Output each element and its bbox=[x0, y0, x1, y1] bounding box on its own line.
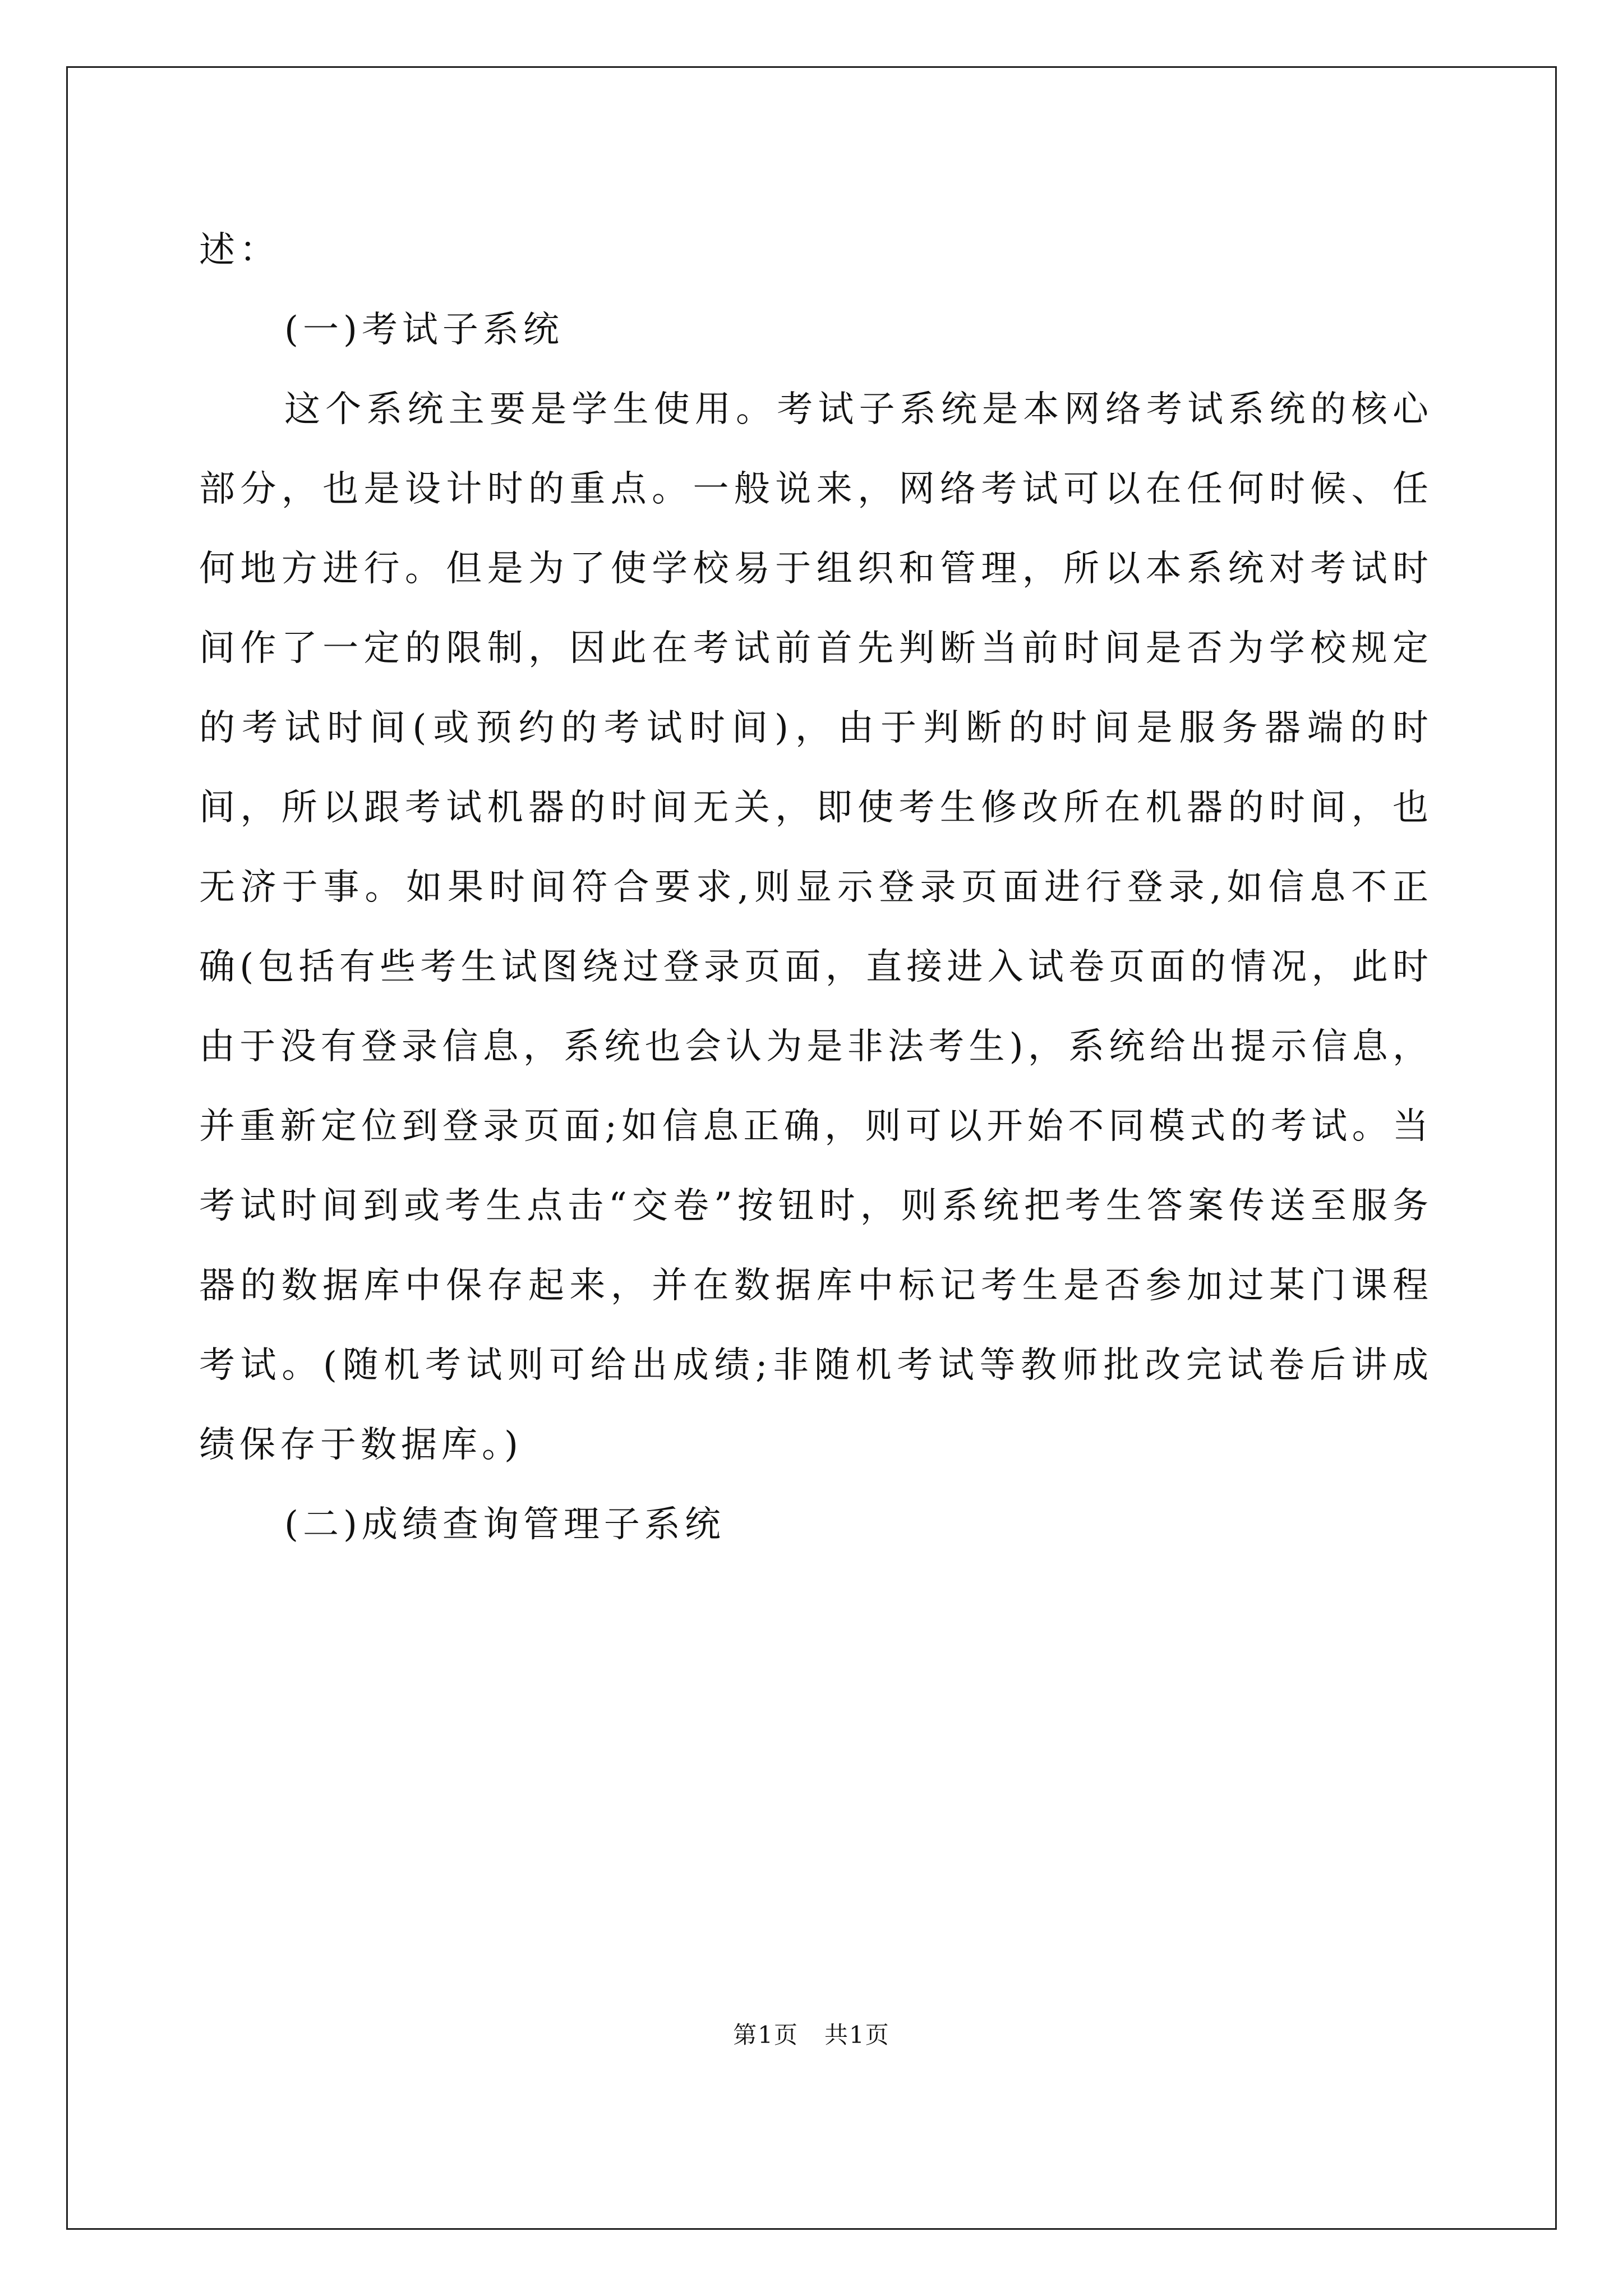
paragraph-exam-subsystem-description: 这个系统主要是学生使用。考试子系统是本网络考试系统的核心部分，也是设计时的重点。一般说来，网络考试可以在任何时候、任何地方进行。但是为了使学校易于组织和管理，所以本系统对考试时间作了一定的限制，因此在考试前首先判断当前时间是否为学校规定的考试时间(或预约的考试时间)，由于判断的时间是服务器端的时间，所以跟考试机器的时间无关，即使考生修改所在机器的时间，也无济于事。如果时间符合要求,则显示登录页面进行登录,如信息不正确(包括有些考生试图绕过登录页面，直接进入试卷页面的情况，此时由于没有登录信息，系统也会认为是非法考生)，系统给出提示信息，并重新定位到登录页面;如信息正确，则可以开始不同模式的考试。当考试时间到或考生点击“交卷”按钮时，则系统把考生答案传送至服务器的数据库中保存起来，并在数据库中标记考生是否参加过某门课程考试。(随机考试则可给出成绩;非随机考试等教师批改完试卷后讲成绩保存于数据库。) bbox=[199, 389, 1433, 1466]
section-heading-score-query-subsystem: (二)成绩查询管理子系统 bbox=[284, 1504, 725, 1545]
section-heading-exam-subsystem: (一)考试子系统 bbox=[284, 309, 564, 351]
document-body bbox=[199, 210, 1433, 1565]
paragraph-continuation: 述： bbox=[199, 229, 280, 271]
page-number-footer: 第1页 共1页 bbox=[733, 2021, 890, 2049]
